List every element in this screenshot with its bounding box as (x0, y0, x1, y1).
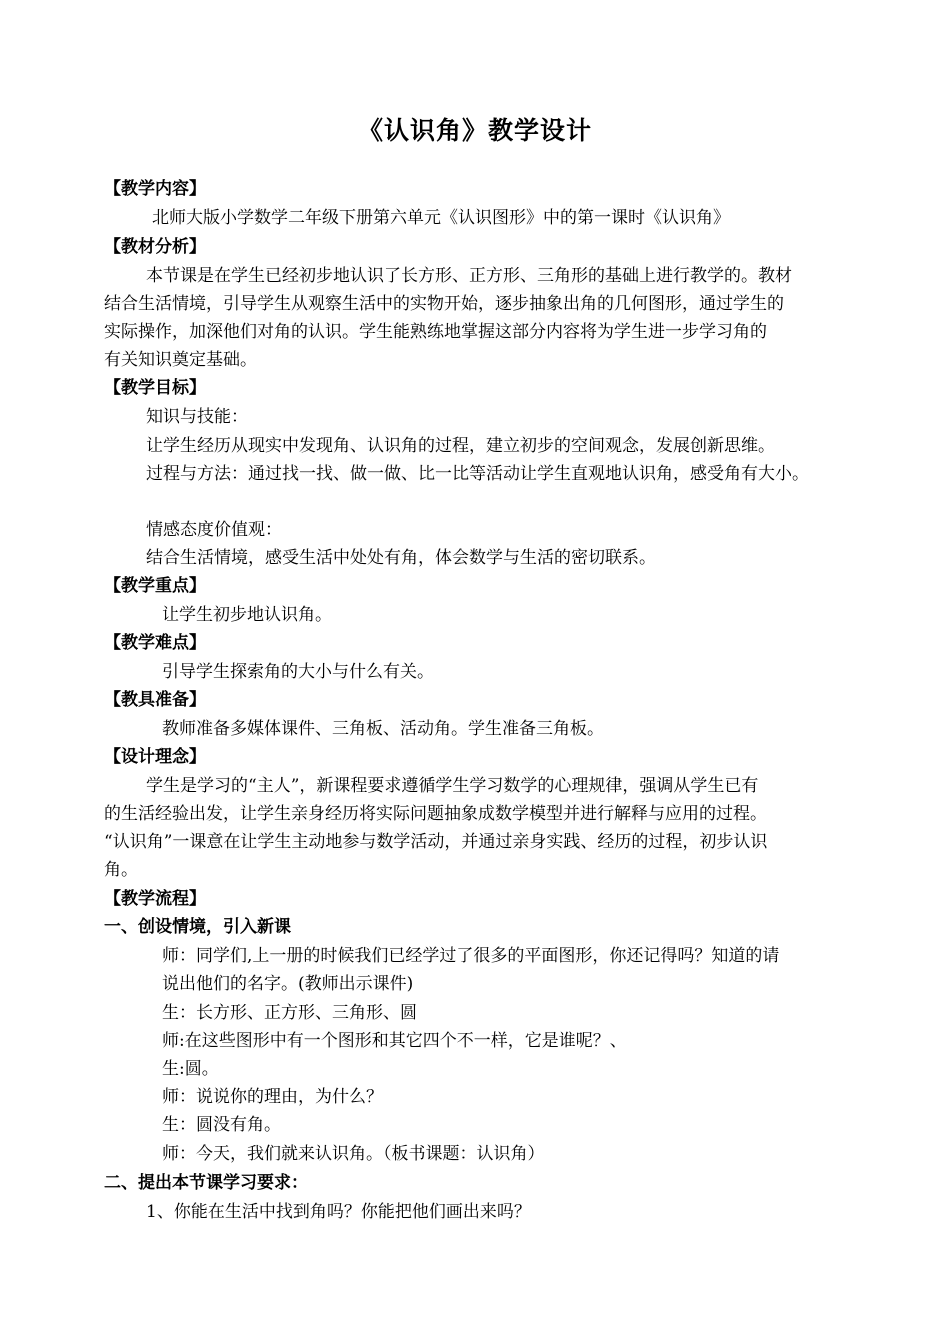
process-part1-line: 说出他们的名字。(教师出示课件) (162, 974, 414, 994)
process-part2-heading: 二、提出本节课学习要求： (104, 1173, 308, 1193)
section-heading-analysis: 【教材分析】 (104, 237, 206, 257)
goals-line: 过程与方法：通过找一找、做一做、比一比等活动让学生直观地认识角，感受角有大小。 (146, 464, 809, 484)
process-part1-heading: 一、创设情境，引入新课 (104, 917, 291, 937)
analysis-line: 实际操作，加深他们对角的认识。学生能熟练地掌握这部分内容将为学生进一步学习角的 (104, 322, 767, 342)
analysis-line: 结合生活情境，引导学生从观察生活中的实物开始，逐步抽象出角的几何图形，通过学生的 (104, 294, 784, 314)
section-heading-difficulty: 【教学难点】 (104, 633, 206, 653)
process-part1-line: 师：同学们,上一册的时候我们已经学过了很多的平面图形，你还记得吗？知道的请 (162, 946, 780, 966)
difficulty-line: 引导学生探索角的大小与什么有关。 (162, 662, 434, 682)
concept-line: “认识角”一课意在让学生主动地参与数学活动，并通过亲身实践、经历的过程，初步认识 (104, 832, 768, 852)
process-part1-line: 生：长方形、正方形、三角形、圆 (162, 1003, 417, 1023)
goals-line: 情感态度价值观： (146, 520, 282, 540)
concept-line: 角。 (104, 860, 138, 880)
process-part1-line: 师：说说你的理由，为什么？ (162, 1087, 383, 1107)
section-heading-content: 【教学内容】 (104, 179, 206, 199)
analysis-line: 有关知识奠定基础。 (104, 350, 257, 370)
document-title: 《认识角》教学设计 (357, 116, 592, 145)
section-heading-tools: 【教具准备】 (104, 690, 206, 710)
goals-line: 结合生活情境，感受生活中处处有角，体会数学与生活的密切联系。 (146, 548, 656, 568)
process-part2-line: 1、你能在生活中找到角吗？你能把他们画出来吗？ (146, 1202, 531, 1222)
process-part1-line: 生:圆。 (162, 1059, 219, 1079)
section-heading-goals: 【教学目标】 (104, 378, 206, 398)
concept-line: 学生是学习的“主人”，新课程要求遵循学生学习数学的心理规律，强调从学生已有 (146, 776, 759, 796)
goals-line: 知识与技能： (146, 407, 248, 427)
analysis-line: 本节课是在学生已经初步地认识了长方形、正方形、三角形的基础上进行教学的。教材 (146, 266, 792, 286)
section-heading-process: 【教学流程】 (104, 889, 206, 909)
section-heading-concept: 【设计理念】 (104, 747, 206, 767)
concept-line: 的生活经验出发，让学生亲身经历将实际问题抽象成数学模型并进行解释与应用的过程。 (104, 804, 767, 824)
key-line: 让学生初步地认识角。 (162, 605, 332, 625)
process-part1-line: 师：今天，我们就来认识角。（板书课题：认识角） (162, 1144, 545, 1164)
process-part1-line: 师:在这些图形中有一个图形和其它四个不一样，它是谁呢？、 (162, 1031, 627, 1051)
process-part1-line: 生：圆没有角。 (162, 1115, 281, 1135)
content-line: 北师大版小学数学二年级下册第六单元《认识图形》中的第一课时《认识角》 (152, 208, 730, 228)
section-heading-key: 【教学重点】 (104, 576, 206, 596)
tools-line: 教师准备多媒体课件、三角板、活动角。学生准备三角板。 (162, 719, 604, 739)
goals-line: 让学生经历从现实中发现角、认识角的过程，建立初步的空间观念，发展创新思维。 (146, 436, 775, 456)
